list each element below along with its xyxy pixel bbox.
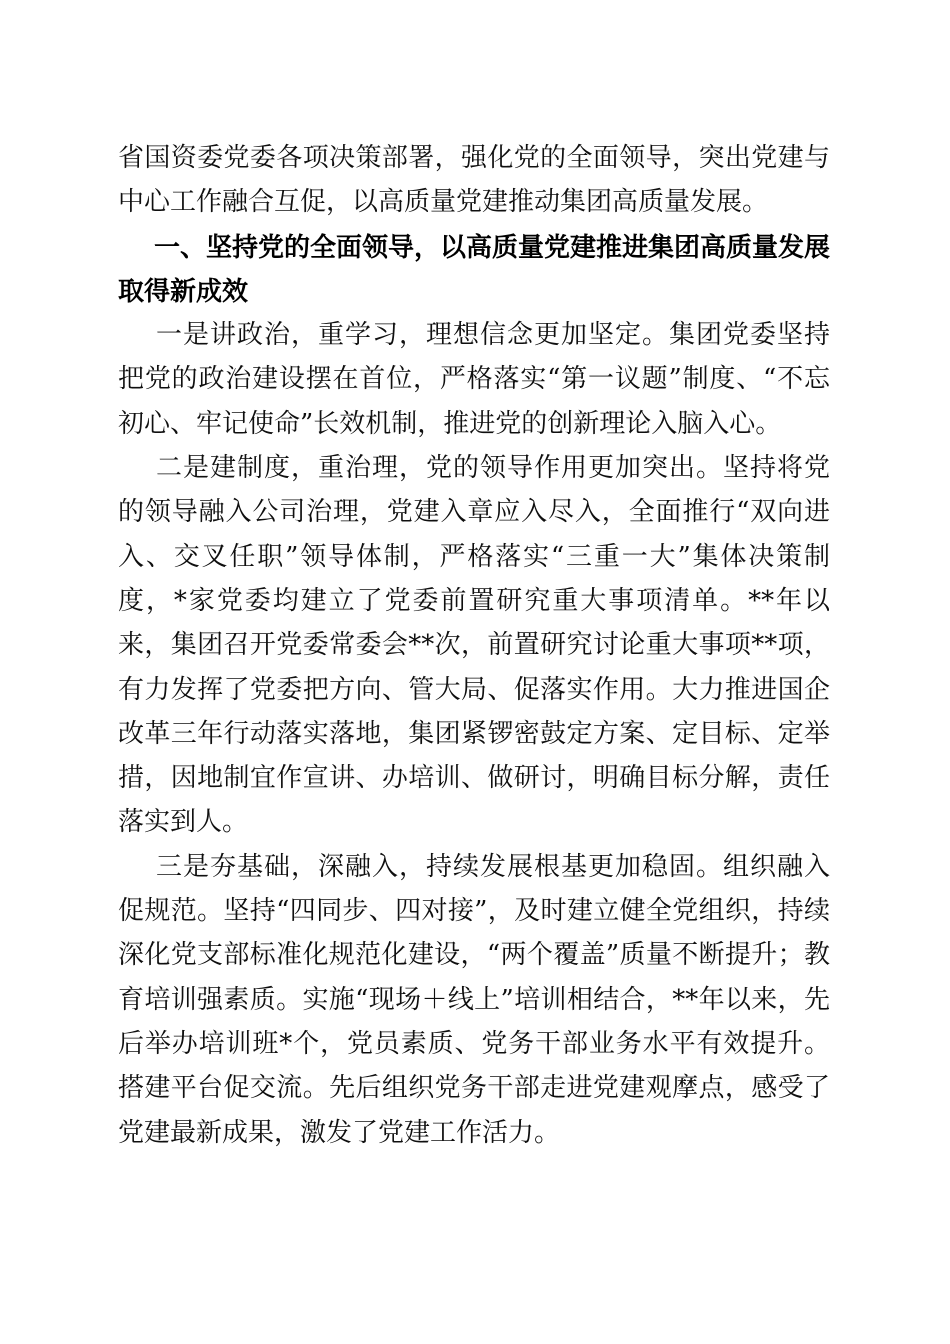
paragraph-continuation: 省国资委党委各项决策部署，强化党的全面领导，突出党建与中心工作融合互促，以高质量党建推动集团高质量发展。 <box>118 143 830 218</box>
paragraph-point-three: 三是夯基础，深融入，持续发展根基更加稳固。组织融入促规范。坚持“四同步、四对接”，及时建立健全党组织，持续深化党支部标准化规范化建设，“两个覆盖”质量不断提升；教育培训强素质。实施“现场＋线上”培训相结合，**年以来，先后举办培训班*个，党员素质、党务干部业务水平有效提升。搭建平台促交流。先后组织党务干部走进党建观摩点，感受了党建最新成果，激发了党建工作活力。 <box>118 851 830 1148</box>
document-text-block <box>118 136 830 1155</box>
section-heading: 一、坚持党的全面领导，以高质量党建推进集团高质量发展取得新成效 <box>118 231 831 306</box>
paragraph-point-two: 二是建制度，重治理，党的领导作用更加突出。坚持将党的领导融入公司治理，党建入章应入尽入，全面推行“双向进入、交叉任职”领导体制，严格落实“三重一大”集体决策制度，*家党委均建立了党委前置研究重大事项清单。**年以来，集团召开党委常委会**次，前置研究讨论重大事项**项，有力发挥了党委把方向、管大局、促落实作用。大力推进国企改革三年行动落实落地，集团紧锣密鼓定方案、定目标、定举措，因地制宜作宣讲、办培训、做研讨，明确目标分解，责任落实到人。 <box>118 453 830 838</box>
paragraph-point-one: 一是讲政治，重学习，理想信念更加坚定。集团党委坚持把党的政治建设摆在首位，严格落实“第一议题”制度、“不忘初心、牢记使命”长效机制，推进党的创新理论入脑入心。 <box>118 320 830 439</box>
